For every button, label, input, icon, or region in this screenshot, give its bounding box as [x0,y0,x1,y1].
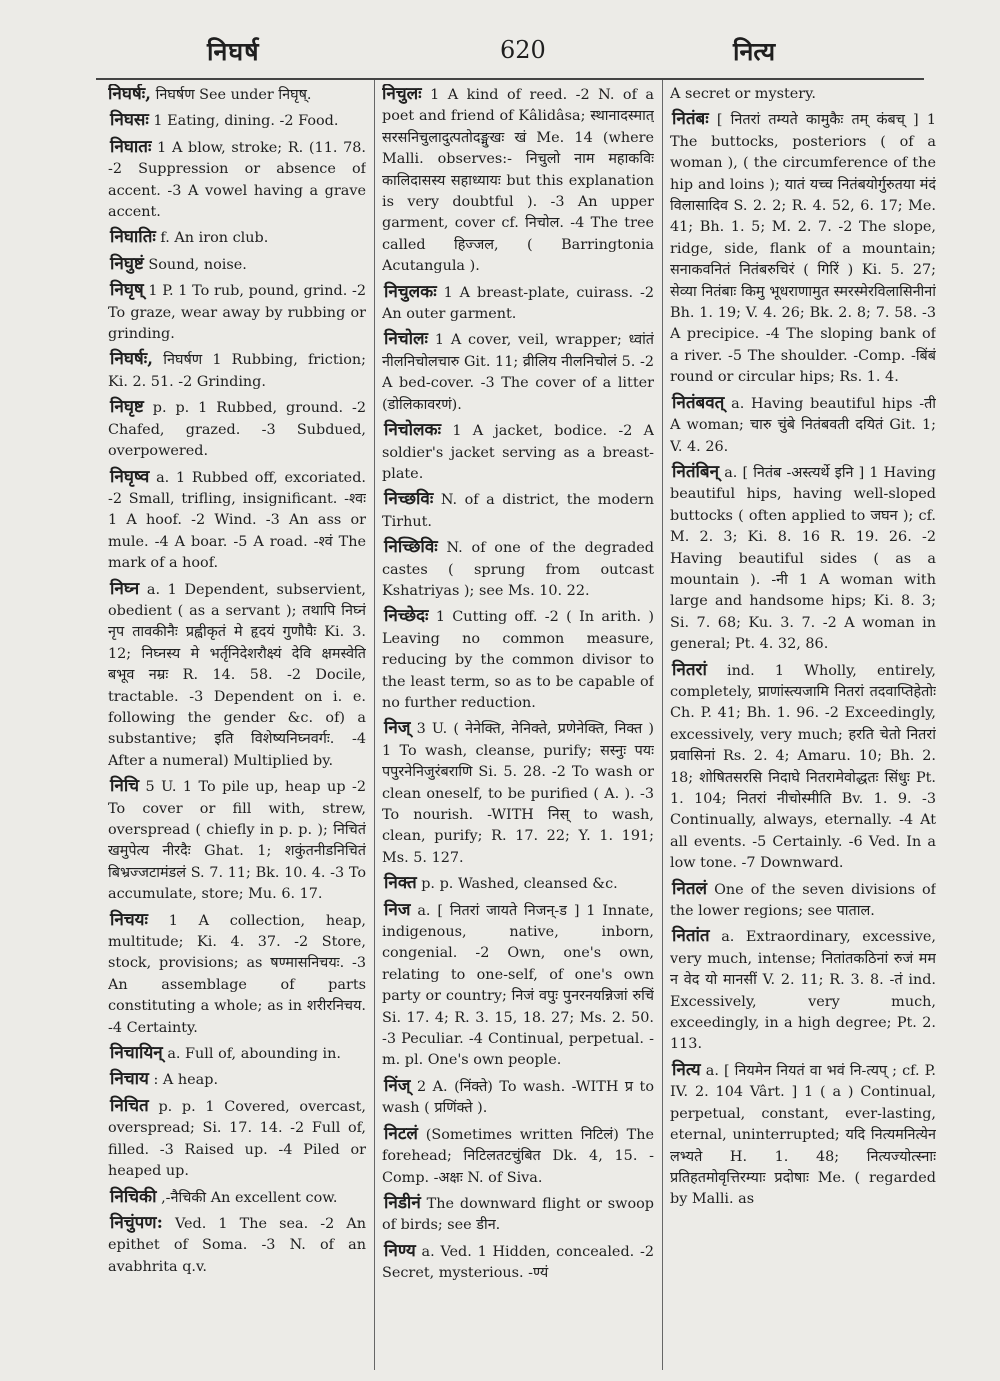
entry-definition: Ved. 1 The sea. -2 An epithet of Soma. -3 N. of an avabhrita q.v. [108,1215,366,1275]
entry-headword: निचुलः [382,84,422,104]
dictionary-entry [670,393,936,458]
entry-headword: निज् [384,718,411,739]
dictionary-entry [382,1124,654,1189]
entry-headword: निघृष्ट [110,397,144,418]
entry-definition: 1 P. 1 To rub, pound, grind. -2 To graze, wear away by rubbing or grinding. [108,283,366,343]
entry-headword: निघातिः [110,227,156,248]
entry-definition: 1 A kind of reed. -2 N. of a poet and friend of Kâlidâsa; स्थानादस्मात् सरसनिचुलादुत्पतोदङ्मुखः खं Me. 14 (where Malli. observes:- निचुलो नाम महाकविः कालिदासस्य सहाध्यायः but this explanation is very doubtful ). -3 An upper garment, cover cf. निचोल. -4 The tree called हिज्जल, ( Barringtonia Acutangula ). [382,87,654,275]
dictionary-entry [108,137,366,224]
column-2 [382,84,654,1374]
dictionary-entry [108,776,366,905]
entry-headword: निचुंपण: [110,1212,163,1233]
entry-headword: निटलं [384,1123,418,1144]
entry-headword: नितरां [672,659,707,680]
entry-headword: नितंबः [672,109,709,130]
entry-headword: नित्य [672,1059,701,1080]
entry-headword: निघ्न [110,578,140,599]
dictionary-entry [670,1060,936,1211]
entry-definition: 1 A collection, heap, multitude; Ki. 4. 37. -2 Store, stock, provisions; as षण्मासनिचयः. -3 An assemblage of parts constituting a whole; as in शरीरनिचय. -4 Certainty. [108,912,366,1036]
dictionary-entry [108,1213,366,1278]
dictionary-entry [382,873,654,895]
dictionary-entry [108,1043,366,1065]
dictionary-entry [382,900,654,1072]
entry-headword: निचिकी [110,1186,157,1207]
entry-headword: निचुलकः [384,281,437,302]
entry-headword: निण्य [384,1240,416,1261]
dictionary-entry [670,84,936,105]
dictionary-entry [382,1241,654,1285]
entry-headword: नितंबवत् [672,392,725,413]
entry-definition: a. 1 Rubbed off, excoriated. -2 Small, trifling, insignificant. -श्वः 1 A hoof. -2 Wind. -3 An ass or mule. -4 A boar. -5 A road. -श्वं The mark of a hoof. [108,469,366,572]
dictionary-entry [108,910,366,1039]
entry-headword: निच्छेदः [384,606,429,627]
dictionary-entry [108,397,366,462]
entry-headword: निचोलकः [384,420,442,441]
dictionary-entry [108,254,366,276]
dictionary-entry [670,462,936,656]
dictionary-entry [670,926,936,1055]
entry-definition: a. [ नियमेन नियतं वा भवं नि-त्यप् ; cf. P. IV. 2. 104 Vârt. ] 1 ( a ) Continual, perpetual, constant, ever-lasting, eternal, uninterrupted; यदि नित्यमनित्येन लभ्यते H. 1. 48; नित्यज्योत्स्नाः प्रतिहतमोवृत्तिरम्याः प्रदोषाः Me. ( regarded by Malli. as [670,1062,936,1208]
entry-definition: [ नितरां तम्यते कामुकैः तम् कंबच् ] 1 The buttocks, posteriors ( of a woman ), ( the circumference of the hip and loins ); यातं यच्च नितंबयोर्गुरुतया मंदं विलासादिव S. 2. 2; R. 4. 52, 6. 17; Me. 41; Bh. 1. 5; M. 2. 7. -2 The slope, ridge, side, flank of a mountain; सनाकवनितं नितंबरुचिरं ( गिरिं ) Ki. 5. 27; सेव्या नितंबाः किमु भूधराणामुत स्मरस्मेरविलासिनीनां Bh. 1. 19; V. 4. 26; Bk. 2. 8; 7. 58. -3 A precipice. -4 The sloping bank of a river. -5 The shoulder. -Comp. -बिंबं round or circular hips; Rs. 1. 4. [670,112,936,386]
dictionary-entry [670,660,936,875]
entry-headword: निघुष्टं [110,253,144,274]
dictionary-entry [108,280,366,345]
entry-definition: 1 A blow, stroke; R. (11. 78. -2 Suppression or absence of accent. -3 A vowel having a grave accent. [108,139,366,221]
entry-headword: निघर्षः, [110,349,154,370]
dictionary-entry [108,467,366,575]
dictionary-entry [108,1187,366,1209]
entry-definition: p. p. 1 Covered, overcast, overspread; Si. 17. 14. -2 Full of, filled. -3 Raised up. -4 Piled or heaped up. [108,1098,366,1180]
dictionary-entry [382,537,654,602]
entry-definition: a. 1 Dependent, subservient, obedient ( as a servant ); तथापि निघ्नं नृप तावकीनैः प्रह्वीकृतं मे हृदयं गुणौघैः Ki. 3. 12; निघ्नस्य मे भर्तृनिदेशरौक्ष्यं देवि क्षमस्वेति बभूव नम्रः R. 14. 58. -2 Docile, tractable. -3 Dependent on i. e. following the gender &c. of) a substantive; इति विशेष्यनिघ्नवर्गः. -4 After a numeral) Multiplied by. [108,581,366,769]
entry-definition: 3 U. ( नेनेक्ति, नेनिक्ते, प्रणेनेक्ति, निक्त ) 1 To wash, cleanse, purify; सस्नुः पयः पपुरनेनिजुरंबराणि Si. 5. 28. -2 To wash or clean oneself, to be purified ( A. ). -3 To nourish. -WITH निस् to wash, clean, purify; R. 17. 22; Y. 1. 191; Ms. 5. 127. [382,721,654,866]
dictionary-entry [108,349,366,393]
entry-definition: 1 A jacket, bodice. -2 A soldier's jacket serving as a breast-plate. [382,423,654,482]
entry-headword: निघसः [110,110,149,131]
dictionary-entry [382,329,654,416]
dictionary-entry [108,84,366,106]
header-rule [96,78,924,80]
entry-headword: निचाय [110,1069,149,1090]
entry-headword: निघृष् [110,280,144,301]
entry-headword: निघर्षः, [108,84,152,104]
dictionary-entry [382,84,654,278]
entry-headword: निच्छविः [384,489,434,510]
dictionary-entry [382,1076,654,1120]
column-3 [670,84,936,1374]
entry-definition: 1 A breast-plate, cuirass. -2 An outer garment. [382,284,654,323]
entry-definition: : A heap. [153,1072,219,1089]
entry-headword: निचित [110,1095,149,1116]
entry-definition: ,-नैचिकी An excellent cow. [161,1189,338,1206]
dictionary-entry [382,718,654,869]
entry-headword: निडीनं [384,1192,421,1213]
entry-headword: निक्त [384,873,417,894]
dictionary-entry [670,879,936,923]
entry-headword: नितलं [672,878,708,899]
entry-headword: निज [384,899,411,920]
entry-definition: a. Full of, abounding in. [167,1046,342,1063]
right-running-headword: नित्य [733,37,776,66]
entry-headword: निचि [110,776,140,797]
entry-definition: p. p. 1 Rubbed, ground. -2 Chafed, grazed. -3 Subdued, overpowered. [108,400,366,460]
entry-definition: Sound, noise. [148,256,247,273]
entry-headword: निघातः [110,136,152,157]
dictionary-entry [382,606,654,714]
entry-definition: 1 A cover, veil, wrapper; ध्वांतं नीलनिचोलचारु Git. 11; व्रीलिय नीलनिचोलं 5. -2 A bed-cover. -3 The cover of a litter (डोलिकावरणं). [382,332,654,413]
entry-definition: N. of one of the degraded castes ( sprung from outcast Kshatriyas ); see Ms. 10. 22. [382,540,654,599]
column-divider-1 [374,80,375,1370]
dictionary-entry [108,227,366,249]
dictionary-entry [670,109,936,388]
entry-headword: नितांत [672,926,710,947]
entry-definition: निघर्षण 1 Rubbing, friction; Ki. 2. 51. -2 Grinding. [108,352,366,390]
entry-headword: निंज् [384,1075,411,1096]
entry-headword: निचोलः [384,329,428,350]
dictionary-entry [382,489,654,533]
entry-definition: 2 A. (निंक्ते) To wash. -WITH प्र to wash ( प्रणिंक्ते ). [382,1078,654,1117]
entry-definition: ind. 1 Wholly, entirely, completely, प्राणांस्त्यजामि नितरां तदवाप्तिहेतोः Ch. P. 41; Bh. 1. 96. -2 Exceedingly, excessively, very much; हरति चेतो नितरां प्रवासिनां Rs. 2. 4; Amaru. 10; Bh. 2. 18; शोषितसरसि निदाघे नितरामेवोद्धतः सिंधुः Pt. 1. 104; नितरां नीचोस्मीति Bv. 1. 9. -3 Continually, always, eternally. -4 At all events. -5 Certainly. -6 Ved. In a low tone. -7 Downward. [670,662,936,872]
entry-headword: निच्छिविः [384,537,438,558]
entry-headword: निचयः [110,909,148,930]
left-running-headword: निघर्ष [207,37,260,66]
entry-definition: a. [ नितंब -अस्त्यर्थे इनि ] 1 Having beautiful hips, having well-sloped buttocks ( often applied to जघन ); cf. M. 2. 3; Ki. 8. 16 R. 19. 26. -2 Having beautiful sides ( as a mountain ). -नी 1 A woman with large and handsome hips; Ki. 8. 3; Si. 7. 68; Ku. 3. 7. -2 A woman in general; Pt. 4. 32, 86. [670,464,936,653]
page-number: 620 [500,36,546,64]
dictionary-entry [382,1193,654,1237]
dictionary-entry [382,420,654,485]
dictionary-entry [382,282,654,326]
column-divider-2 [662,80,663,1370]
entry-headword: निचायिन् [110,1043,163,1064]
entry-definition: 1 Cutting off. -2 ( In arith. ) Leaving no common measure, reducing by the common divisor to the least term, so as to be capable of no further reduction. [382,609,654,711]
entry-definition: f. An iron club. [160,230,269,247]
entry-definition: a. Ved. 1 Hidden, concealed. -2 Secret, mysterious. -ण्यं [382,1243,654,1282]
dictionary-entry [108,579,366,773]
page-header [0,28,1000,70]
dictionary-entry [108,110,366,132]
column-1 [108,84,366,1374]
entry-definition: निघर्षण See under निघृष्. [155,87,312,103]
entry-headword: निघृष्व [110,466,150,487]
entry-definition: a. [ नितरां जायते निजन्-ड ] 1 Innate, indigenous, native, inborn, congenial. -2 Own, one's own, relating to one-self, of one's own party or country; निजं वपुः पुनरनयन्निजां रुचिं Si. 17. 4; R. 3. 15, 18. 27; Ms. 2. 50. -3 Peculiar. -4 Continual, perpetual. -m. pl. One's own people. [382,902,654,1069]
entry-definition: p. p. Washed, cleansed &c. [421,876,618,893]
entry-definition: (Sometimes written निटिलं) The forehead; निटिलतटचुंबित Dk. 4, 15. -Comp. -अक्षः N. of Siva. [382,1126,654,1186]
entry-definition: a. Having beautiful hips -ती A woman; चारु चुंबे नितंबवती दयितं Git. 1; V. 4. 26. [670,395,936,455]
entry-definition: 1 Eating, dining. -2 Food. [153,113,339,130]
entry-headword: नितंबिन् [672,461,720,482]
entry-definition: One of the seven divisions of the lower regions; see पाताल. [670,881,936,920]
entry-definition: N. of a district, the modern Tirhut. [382,492,654,530]
entry-definition: 5 U. 1 To pile up, heap up -2 To cover or fill with, strew, overspread ( chiefly in p. p. ); निचितं खमुपेत्य नीरदैः Ghat. 1; शकुंतनीडनिचितं बिभ्रज्जटामंडलं S. 7. 11; Bk. 10. 4. -3 To accumulate, store; Mu. 6. 17. [108,779,366,903]
dictionary-entry [108,1096,366,1183]
entry-definition: A secret or mystery. [670,86,816,102]
entry-definition: a. Extraordinary, excessive, very much, intense; नितांतकठिनां रुजं मम न वेद यो मानसीं V. 2. 11; R. 3. 8. -तं ind. Excessively, very much, exceedingly, in a high degree; Pt. 2. 113. [670,929,936,1053]
dictionary-entry [108,1069,366,1091]
entry-definition: The downward flight or swoop of birds; see डीन. [382,1195,654,1234]
